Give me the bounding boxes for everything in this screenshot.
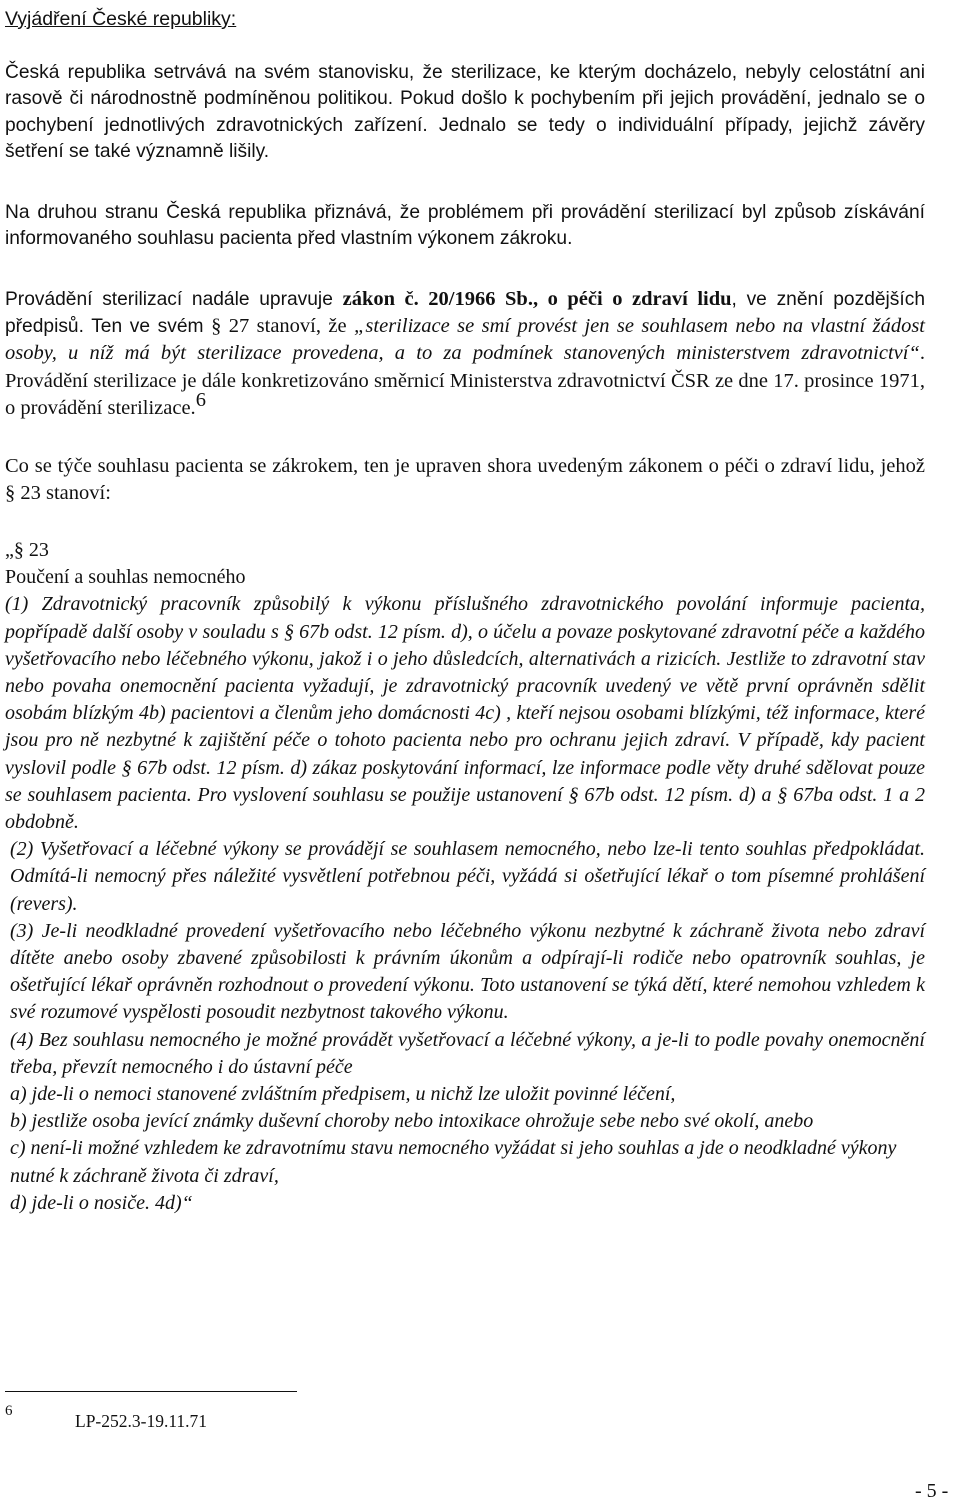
law-paragraph-1: (1) Zdravotnický pracovník způsobilý k výkonu příslušného zdravotnického povolání informuje pacienta, popřípadě další osoby v souladu s § 67b odst. 12 písm. d), o účelu a povaze poskytované zdravotní péče a každého vyšetřovacího nebo léčebného výkonu, jakož i o jeho důsledcích, alternativách a rizicích. Jestliže to zdravotní stav nebo povaha onemocnění pacienta vyžadují, je zdravotnický pracovník uvedený ve větě první oprávněn sdělit osobám blízkým 4b) pacientovi a členům jeho domácnosti 4c) , kteří nejsou osobami blízkými, též informace, které jsou pro ně nezbytné k zajištění péče o tohoto pacienta nebo pro ochranu jejich zdraví. V případě, kdy pacient vyslovil podle § 67b odst. 12 písm. d) zákaz poskytování informací, lze informace podle věty druhé sdělovat pouze se souhlasem pacienta. Pro vyslovení souhlasu se použije ustanovení § 67b odst. 12 písm. d) a § 67ba odst. 1 a 2 obdobně. — [5, 593, 925, 834]
paragraph-consent-intro: Co se týče souhlasu pacienta se zákrokem, ten je upraven shora uvedeným zákonem o péči o zdraví lidu, jehož § 23 stanoví: — [5, 455, 925, 504]
footnote-ref: 6 — [195, 388, 206, 411]
law-quotation — [5, 537, 925, 1217]
footnote-number: 6 — [5, 1403, 13, 1419]
law-item-d: d) jde-li o nosiče. 4d)“ — [10, 1191, 193, 1214]
paragraph-position: Česká republika setrvává na svém stanovisku, že sterilizace, ke kterým docházelo, nebyly celostátní ani rasově či národnostně podmíněnou politikou. Pokud došlo k pochybením při jejich provádění, jednalo se o pochybení jednotlivých zdravotnických zařízení. Jednalo se tedy o individuální případy, jejichž závěry šetření se také významně lišily. — [5, 62, 925, 163]
law-name: , o péči o zdraví lidu — [532, 288, 732, 310]
law-title: Poučení a souhlas nemocného — [5, 566, 246, 589]
law-item-c: c) není-li možné vzhledem ke zdravotnímu stavu nemocného vyžádat si jeho souhlas a jde o neodkladné výkony nutné k záchraně života či zdraví, — [10, 1137, 897, 1187]
paragraph-legal-basis: Provádění sterilizací nadále upravuje zákon č. 20/1966 Sb., o péči o zdraví lidu, ve znění pozdějších předpisů. Ten ve svém § 27 stanoví, že „sterilizace se smí provést jen se souhlasem nebo na vlastní žádost osoby, u níž má být sterilizace provedena, a to za podmínek stanovených ministerstvem zdravotnictví“. Provádění sterilizace je dále konkretizováno směrnicí Ministerstva zdravotnictví ČSR ze dne 17. prosince 1971, o provádění sterilizace.$^6$ — [5, 288, 926, 419]
law-paragraph-4: (4) Bez souhlasu nemocného je možné provádět vyšetřovací a léčebné výkony, a je-li to podle povahy onemocnění třeba, převzít nemocného i do ústavní péče — [10, 1028, 925, 1078]
law-item-a: a) jde-li o nemoci stanovené zvláštním předpisem, u nichž lze uložit povinné léčení, — [10, 1083, 676, 1106]
footnote-text: LP-252.3-19.11.71 — [75, 1411, 208, 1431]
law-section: „§ 23 — [5, 539, 49, 561]
page-number: - 5 - — [915, 1480, 949, 1502]
law-quote: „sterilizace se smí provést jen se souhlasem nebo na vlastní žádost osoby, u níž má být sterilizace provedena, a to za podmínek stanovených ministerstvem zdravotnictví“ — [5, 315, 926, 365]
paragraph-consent-problem: Na druhou stranu Česká republika přiznává, že problémem při provádění sterilizací byl způsob získávání informovaného souhlasu pacienta před vlastním výkonem zákroku. — [5, 202, 925, 250]
law-reference: zákon č. 20/1966 Sb. — [342, 288, 533, 310]
footnote-divider — [5, 1391, 297, 1392]
law-item-b: b) jestliže osoba jevící známky duševní choroby nebo intoxikace ohrožuje sebe nebo své okolí, anebo — [10, 1110, 814, 1133]
law-paragraph-3: (3) Je-li neodkladné provedení vyšetřovacího nebo léčebného výkonu nezbytné k záchraně života nebo zdraví dítěte anebo osoby zbavené způsobilosti k právním úkonům a odpírají-li rodiče nebo opatrovník souhlas, je ošetřující lékař oprávněn rozhodnout o provedení výkonu. Toto ustanovení se týká dětí, které nemohou vzhledem k své rozumové vyspělosti posoudit nezbytnost takového výkonu. — [10, 919, 925, 1024]
law-paragraph-2: (2) Vyšetřovací a léčebné výkony se provádějí se souhlasem nemocného, nebo lze-li tento souhlas předpokládat. Odmítá-li nemocný přes náležité vysvětlení potřebnou péči, vyžádá si ošetřující lékař o tom písemné prohlášení (revers). — [10, 838, 925, 915]
section-heading: Vyjádření České republiky: — [5, 8, 237, 30]
